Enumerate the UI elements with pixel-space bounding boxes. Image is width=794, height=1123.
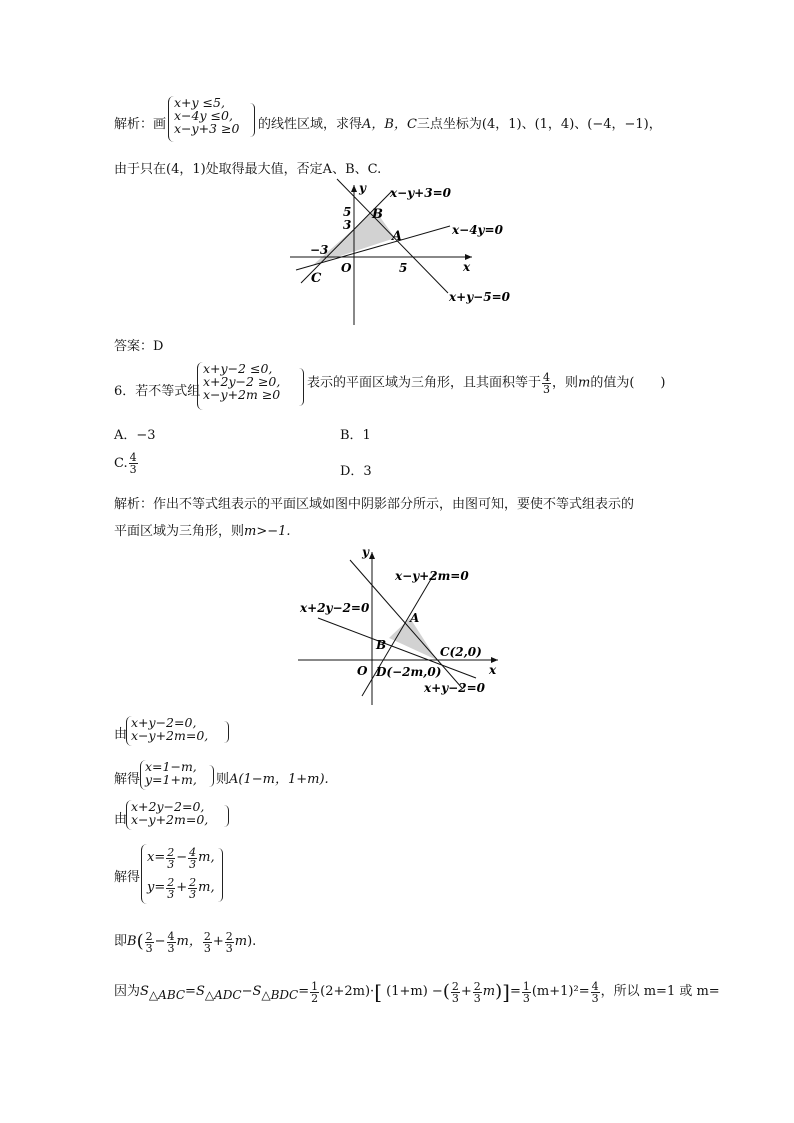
- tick-label: 5: [399, 261, 408, 275]
- question-stem: 表示的平面区域为三角形，且其面积等于 $\frac{4}{3}$ ，则m的值为( ): [307, 371, 666, 396]
- step-text: 由: [114, 812, 128, 827]
- axis-label-y: y: [359, 181, 366, 195]
- equation-system: x+2y−2=0, x−y+2m=0,: [131, 799, 209, 827]
- figure-1: [0, 0, 794, 340]
- answer-line: 答案：D: [114, 339, 164, 354]
- figure-2: [0, 530, 794, 710]
- line-label: x−y+3=0: [390, 186, 451, 200]
- line-label: x−y+2m=0: [395, 569, 469, 583]
- solution-text: 平面区域为三角形，则m>−1.: [114, 524, 291, 539]
- brace: [224, 805, 229, 827]
- option-c: C. $\frac{4}{3}$: [114, 451, 137, 476]
- brace: [209, 765, 214, 787]
- step-text: 由: [114, 727, 128, 742]
- inequality-system-6: x+y−2 ≤0, x+2y−2 ≥0, x−y+2m ≥0: [203, 361, 281, 402]
- step-text: 解得: [114, 870, 141, 885]
- line-label: x+y−5=0: [449, 290, 510, 304]
- tick-label: 3: [343, 218, 352, 232]
- point-label-b: B: [376, 638, 387, 652]
- question-stem: 6．若不等式组: [114, 384, 201, 399]
- option-a: A．−3: [114, 428, 156, 443]
- point-label-a: A: [392, 229, 403, 244]
- solution-text: 解析：作出不等式组表示的平面区域如图中阴影部分所示，由图可知，要使不等式组表示的: [114, 497, 635, 512]
- brace: [224, 721, 229, 743]
- area-equation: 因为$S_{\triangle ABC}=S_{\triangle ADC}-S_{\triangle BDC}=$ $\frac{1}{2}$ (2+2m)·[ (1+m) −( $\frac{2}{3}$ + $\frac{2}{3}$ m)]= $\frac{1}{3}$ (m+1)²= $\frac{4}{3}$ ，所以 m=1 或 m=: [114, 979, 720, 1005]
- origin-label: O: [357, 664, 368, 678]
- point-label-c: C(2,0): [440, 645, 482, 659]
- inequality-system-5: x+y ≤5, x−4y ≤0, x−y+3 ≥0: [174, 95, 240, 136]
- point-label-d: D(−2m,0): [376, 665, 442, 679]
- axis-label-x: x: [463, 260, 471, 274]
- brace: [299, 368, 304, 406]
- solution-y: y= $\frac{2}{3}$ + $\frac{2}{3}$ m,: [147, 875, 215, 901]
- brace: [218, 848, 223, 902]
- tick-label: −3: [310, 243, 329, 257]
- option-b: B．1: [340, 428, 371, 443]
- equation-system: x=1−m, y=1+m,: [145, 759, 197, 787]
- point-label-b: B: [372, 207, 383, 222]
- option-d: D．3: [340, 464, 372, 479]
- step-text: 则A(1−m，1+m).: [216, 772, 329, 787]
- solution-text: 的线性区域，求得A，B，C三点坐标为(4，1)、(1，4)、(−4，−1)，: [258, 117, 662, 132]
- axis-label-x: x: [489, 663, 497, 677]
- step-text: 解得: [114, 772, 141, 787]
- equation-system: x+y−2=0, x−y+2m=0,: [131, 715, 209, 743]
- origin-label: O: [341, 261, 352, 275]
- axis-label-y: y: [362, 545, 369, 559]
- arrow-icon: [351, 185, 357, 192]
- solution-label: 解析：画: [114, 117, 167, 132]
- solution-text: 由于只在(4，1)处取得最大值，否定A、B、C.: [114, 162, 382, 177]
- line-label: x+y−2=0: [424, 681, 485, 695]
- point-label-a: A: [410, 611, 420, 625]
- tick-label: 5: [343, 205, 352, 219]
- point-b-coords: 即B( $\frac{2}{3}$ − $\frac{4}{3}$ m， $\frac{2}{3}$ + $\frac{2}{3}$ m).: [114, 929, 257, 955]
- solution-x: x= $\frac{2}{3}$ − $\frac{4}{3}$ m,: [147, 845, 215, 871]
- line-label: x+2y−2=0: [300, 601, 370, 615]
- point-label-c: C: [311, 271, 322, 286]
- arrow-icon: [369, 552, 375, 559]
- line-label: x−4y=0: [452, 223, 503, 237]
